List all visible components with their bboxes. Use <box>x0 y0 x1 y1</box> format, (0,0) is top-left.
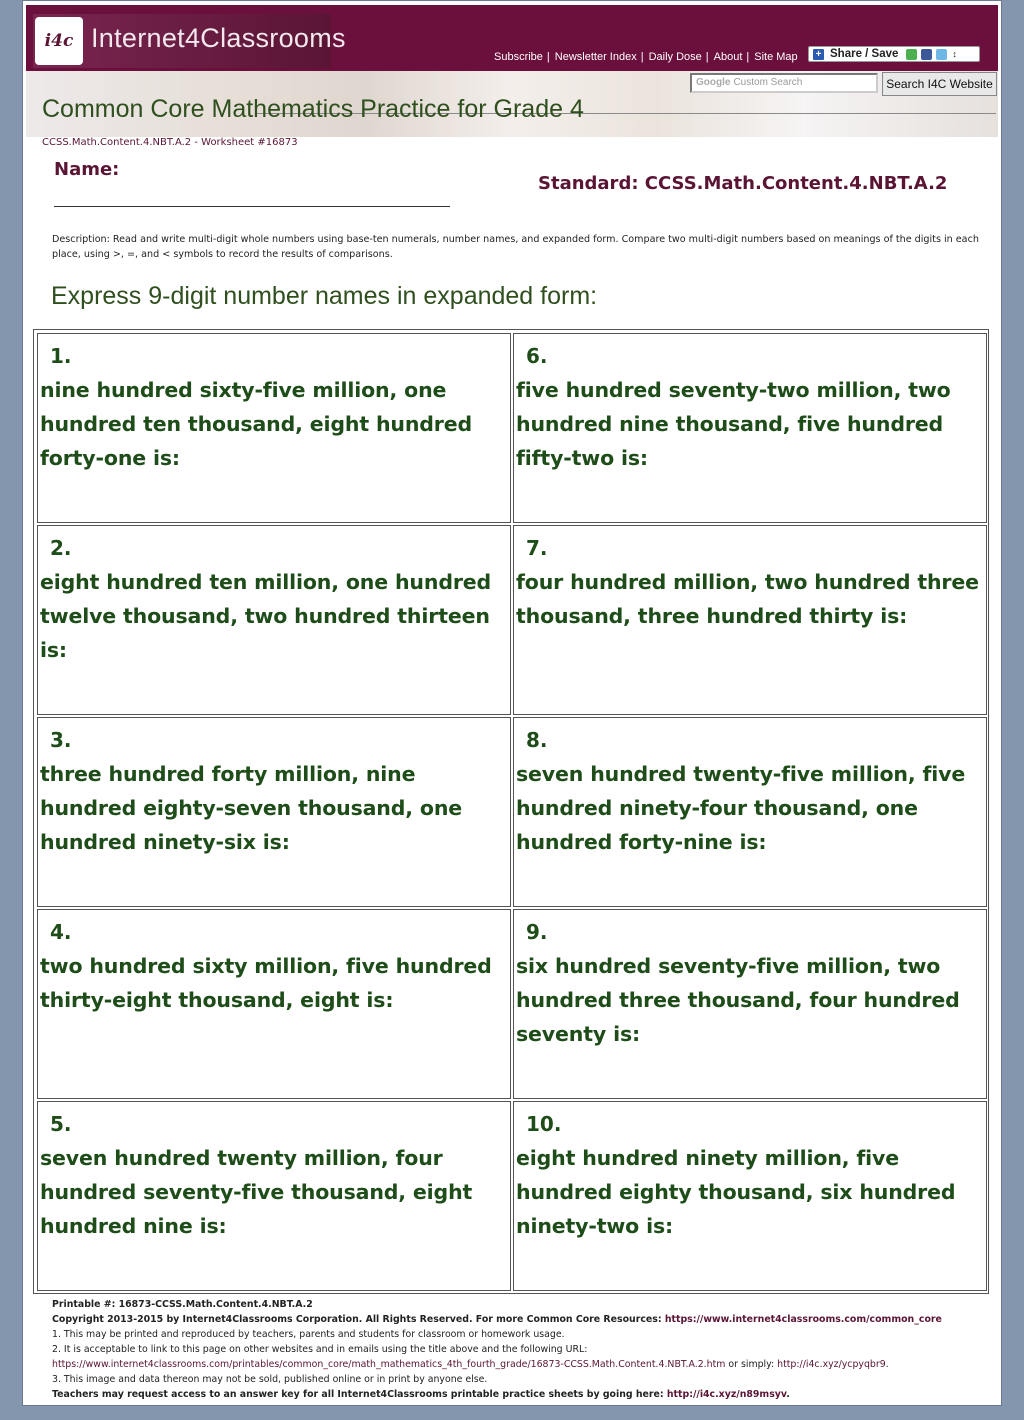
note-1: 1. This may be printed and reproduced by teachers, parents and students for classroom or homework usage. <box>52 1329 565 1340</box>
question-text: four hundred million, two hundred three thousand, three hundred thirty is: <box>516 570 979 628</box>
nav-site-map[interactable]: Site Map <box>754 51 798 63</box>
question-text: six hundred seventy-five million, two hundred three thousand, four hundred seventy is: <box>516 954 960 1046</box>
question-number: 1. <box>50 344 72 368</box>
share-label: Share / Save <box>830 48 899 60</box>
question-cell <box>37 525 511 715</box>
site-header <box>26 5 998 71</box>
logo-text: Internet4Classrooms <box>91 23 346 53</box>
question-text: eight hundred ten million, one hundred twelve thousand, two hundred thirteen is: <box>40 570 492 662</box>
question-cell <box>37 909 511 1099</box>
short-url-link[interactable]: http://i4c.xyz/ycpyqbr9 <box>777 1359 886 1370</box>
question-cell <box>513 333 987 523</box>
worksheet-id: CCSS.Math.Content.4.NBT.A.2 - Worksheet #16873 <box>42 137 298 148</box>
question-text: five hundred seventy-two million, two hundred nine thousand, five hundred fifty-two is: <box>516 378 951 470</box>
header-banner <box>26 71 998 137</box>
question-cell <box>513 717 987 907</box>
question-cell <box>513 525 987 715</box>
copyright: Copyright 2013-2015 by Internet4Classrooms Corporation. All Rights Reserved. For more Common Core Resources: https://www.internet4classrooms.com/common_core <box>52 1314 942 1325</box>
question-number: 5. <box>50 1112 72 1136</box>
question-cell <box>37 333 511 523</box>
page-title: Common Core Mathematics Practice for Grade 4 <box>42 95 584 123</box>
question-text: two hundred sixty million, five hundred thirty-eight thousand, eight is: <box>40 954 492 1012</box>
question-number: 3. <box>50 728 72 752</box>
top-nav: Subscribe | Newsletter Index | Daily Dose | About | Site Map <box>494 51 798 63</box>
nav-newsletter-index[interactable]: Newsletter Index <box>554 51 637 63</box>
footer <box>52 1297 997 1402</box>
plus-icon: + <box>813 49 824 60</box>
question-cell <box>513 1101 987 1291</box>
question-number: 7. <box>526 536 548 560</box>
question-number: 6. <box>526 344 548 368</box>
question-number: 10. <box>526 1112 562 1136</box>
common-core-link[interactable]: https://www.internet4classrooms.com/common_core <box>664 1314 942 1325</box>
note-3: 3. This image and data thereon may not be sold, published online or in print by anyone else. <box>52 1374 488 1385</box>
chevron-down-icon: ↕ <box>952 49 957 59</box>
question-number: 8. <box>526 728 548 752</box>
printable-number: Printable #: 16873-CCSS.Math.Content.4.NBT.A.2 <box>52 1299 313 1310</box>
twitter-icon <box>936 49 947 60</box>
refresh-icon <box>906 49 917 60</box>
standard-label: Standard: CCSS.Math.Content.4.NBT.A.2 <box>538 173 948 194</box>
share-save-button[interactable] <box>808 46 980 62</box>
description: Description: Read and write multi-digit whole numbers using base-ten numerals, number names, and expanded form. Compare two multi-digit numbers based on meanings of the digits in each place, using >, =, and < symbols to record the results of comparisons. <box>52 234 979 260</box>
question-number: 2. <box>50 536 72 560</box>
question-number: 9. <box>526 920 548 944</box>
search-input[interactable]: Google Custom Search <box>690 73 878 93</box>
answer-key-note: Teachers may request access to an answer key for all Internet4Classrooms printable practice sheets by going here: http://i4c.xyz/n89msyv. <box>52 1389 790 1400</box>
nav-about[interactable]: About <box>713 51 743 63</box>
note-2-url: https://www.internet4classrooms.com/printables/common_core/math_mathematics_4th_fourth_grade/16873-CCSS.Math.Content.4.NBT.A.2.htm or simply: http://i4c.xyz/ycpyqbr9. <box>52 1359 889 1370</box>
worksheet-page <box>22 0 1002 1406</box>
question-text: seven hundred twenty million, four hundred seventy-five thousand, eight hundred nine is: <box>40 1146 473 1238</box>
name-line <box>54 206 450 207</box>
nav-subscribe[interactable]: Subscribe <box>494 51 543 63</box>
name-label: Name: <box>54 159 120 180</box>
question-text: nine hundred sixty-five million, one hundred ten thousand, eight hundred forty-one is: <box>40 378 473 470</box>
note-2: 2. It is acceptable to link to this page on other websites and in emails using the title above and the following URL: <box>52 1344 588 1355</box>
question-text: three hundred forty million, nine hundred eighty-seven thousand, one hundred ninety-six is: <box>40 762 463 854</box>
instructions: Express 9-digit number names in expanded form: <box>51 282 598 310</box>
question-cell <box>37 717 511 907</box>
answer-key-link[interactable]: http://i4c.xyz/n89msyv <box>666 1389 787 1400</box>
question-text: seven hundred twenty-five million, five hundred ninety-four thousand, one hundred forty-nine is: <box>516 762 966 854</box>
site-logo[interactable] <box>33 14 346 68</box>
question-cell <box>37 1101 511 1291</box>
nav-daily-dose[interactable]: Daily Dose <box>648 51 702 63</box>
facebook-icon <box>921 49 932 60</box>
question-text: eight hundred ninety million, five hundred eighty thousand, six hundred ninety-two is: <box>516 1146 956 1238</box>
question-grid <box>33 329 989 1294</box>
logo-badge-icon: i4c <box>35 17 83 65</box>
question-cell <box>513 909 987 1099</box>
worksheet-url-link[interactable]: https://www.internet4classrooms.com/printables/common_core/math_mathematics_4th_fourth_grade/16873-CCSS.Math.Content.4.NBT.A.2.htm <box>52 1359 726 1370</box>
question-number: 4. <box>50 920 72 944</box>
search-button[interactable]: Search I4C Website <box>882 72 997 96</box>
